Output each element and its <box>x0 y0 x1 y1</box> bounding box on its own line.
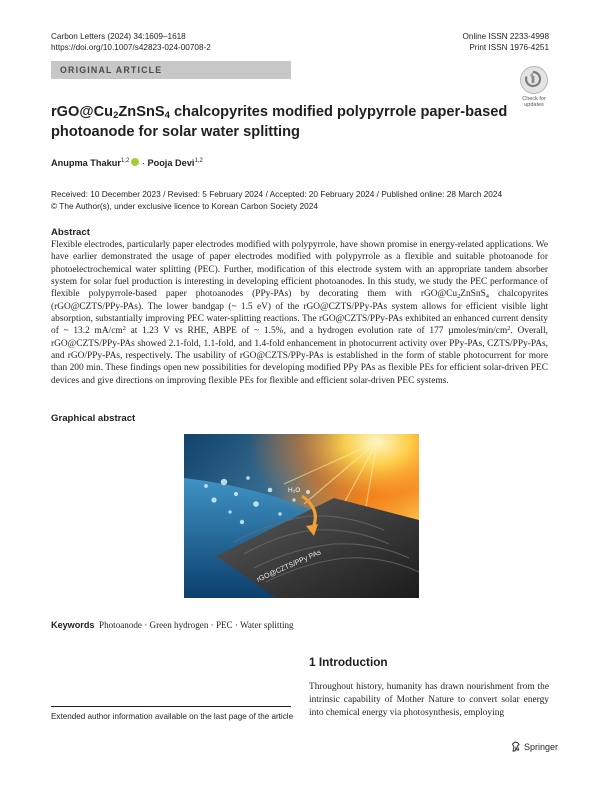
author-name[interactable]: Anupma Thakur <box>51 158 121 168</box>
article-title <box>51 103 531 142</box>
check-updates-line1: Check for <box>522 96 546 102</box>
journal-citation: Carbon Letters (2024) 34:1609–1618 <box>51 32 186 41</box>
keywords <box>51 619 294 631</box>
author-name[interactable]: Pooja Devi <box>147 158 195 168</box>
abstract-text: ZnSnS <box>460 289 486 300</box>
publication-history <box>51 189 502 212</box>
title-line-2: photoanode for solar water splitting <box>51 123 300 140</box>
title-text-mid: ZnSnS <box>118 104 165 120</box>
check-updates-line2: updates <box>524 102 544 109</box>
springer-horse-icon <box>511 741 521 752</box>
title-subscript: 2 <box>113 110 119 121</box>
abstract-subscript: 4 <box>485 293 489 301</box>
abstract-text: chalcopyrites (rGO@CZTS/PPy-PAs). The lower bandgap (~ 1.5 eV) of the rGO@CZTS/PPy-PAs system allows for efficient visible light absorption, substantially improving PEC water-splitting reactions. The rGO@CZTS/PPy-PAs exhibited an enhanced current density of ~ 13.2 mA/cm <box>51 289 548 337</box>
abstract-body <box>51 239 548 387</box>
print-issn: Print ISSN 1976-4251 <box>469 43 549 52</box>
abstract-text: Flexible electrodes, particularly paper electrodes modified with polypyrrole, have shown promise in energy-related applications. We have earlier demonstrated the usage of paper electrodes modified with polypyrrole as a flexible and suitable photoanode for photoelectrochemical water splitting (PEC). Further, modification of this electrode system with an appropriate tandem absorber system for solar fuel production is interesting in developing efficient photoanodes. In this study, we study the PEC performance of flexible polypyrrole-based paper photoanodes (PPy-PAs) by decorating them with rGO@Cu <box>51 240 548 300</box>
check-updates-icon <box>520 66 548 94</box>
title-text-suffix: chalcopyrites modified polypyrrole paper-based <box>169 104 508 120</box>
keywords-list: Photoanode · Green hydrogen · PEC · Water splitting <box>99 620 294 630</box>
copyright-line: © The Author(s), under exclusive licence to Korean Carbon Society 2024 <box>51 200 318 211</box>
water-molecule-label: H₂O <box>288 487 301 494</box>
running-header-right <box>463 31 549 53</box>
publisher-logo <box>511 741 558 753</box>
author-list <box>51 157 203 169</box>
footnote-divider <box>51 706 291 707</box>
online-issn: Online ISSN 2233-4998 <box>462 32 549 41</box>
abstract-text: . Overall, rGO@CZTS/PPy-PAs showed 2.1-fold, 1.1-fold, and 1.4-fold enhancement in photocurrent activity over PPy-PAs, CZTS/PPy-PAs, and rGO/PPy-PAs, respectively. The usability of rGO@CZTS/PPy-PAs is established in the form of stable photocurrent for more than 200 min. These findings open new possibilities for developing modified PPy PAs as flexible PEs for efficient solar-driven PEC devices and give directions on improving flexible PEs for flexible and efficient solar-driven PEC systems. <box>51 326 548 386</box>
author-separator: · <box>139 158 148 168</box>
running-header-left <box>51 31 211 53</box>
abstract-heading: Abstract <box>51 227 90 238</box>
abstract-subscript: 2 <box>457 293 461 301</box>
abstract-text: at 1.23 V vs RHE, ABPE of ~ 1.5%, and a hydrogen evolution rate of 177 µmoles/min/cm <box>125 326 508 337</box>
abstract-superscript: 2 <box>122 325 126 333</box>
section-heading-introduction: 1 Introduction <box>309 655 388 669</box>
graphical-abstract-heading: Graphical abstract <box>51 413 136 424</box>
title-subscript: 4 <box>164 110 170 121</box>
title-text-prefix: rGO@Cu <box>51 104 114 120</box>
introduction-body: Throughout history, humanity has drawn nourishment from the intrinsic capability of Mother Nature to convert solar energy into chemical energy via photosynthesis, employing <box>309 682 549 719</box>
doi-link[interactable]: https://doi.org/10.1007/s42823-024-00708-2 <box>51 43 211 52</box>
author-affiliation: 1,2 <box>120 158 130 164</box>
article-type-banner: ORIGINAL ARTICLE <box>51 61 291 79</box>
author-affiliation: 1,2 <box>194 158 203 164</box>
photoanode-label: rGO@CZTS/PPy PAs <box>255 547 323 584</box>
abstract-superscript: 2 <box>507 325 511 333</box>
keywords-heading: Keywords <box>51 620 95 630</box>
author-info-footnote: Extended author information available on the last page of the article <box>51 712 294 721</box>
graphical-abstract-image[interactable] <box>184 434 419 598</box>
publisher-name: Springer <box>524 742 559 752</box>
dates-line: Received: 10 December 2023 / Revised: 5 February 2024 / Accepted: 20 February 2024 / Published online: 28 March 2024 <box>51 189 503 199</box>
